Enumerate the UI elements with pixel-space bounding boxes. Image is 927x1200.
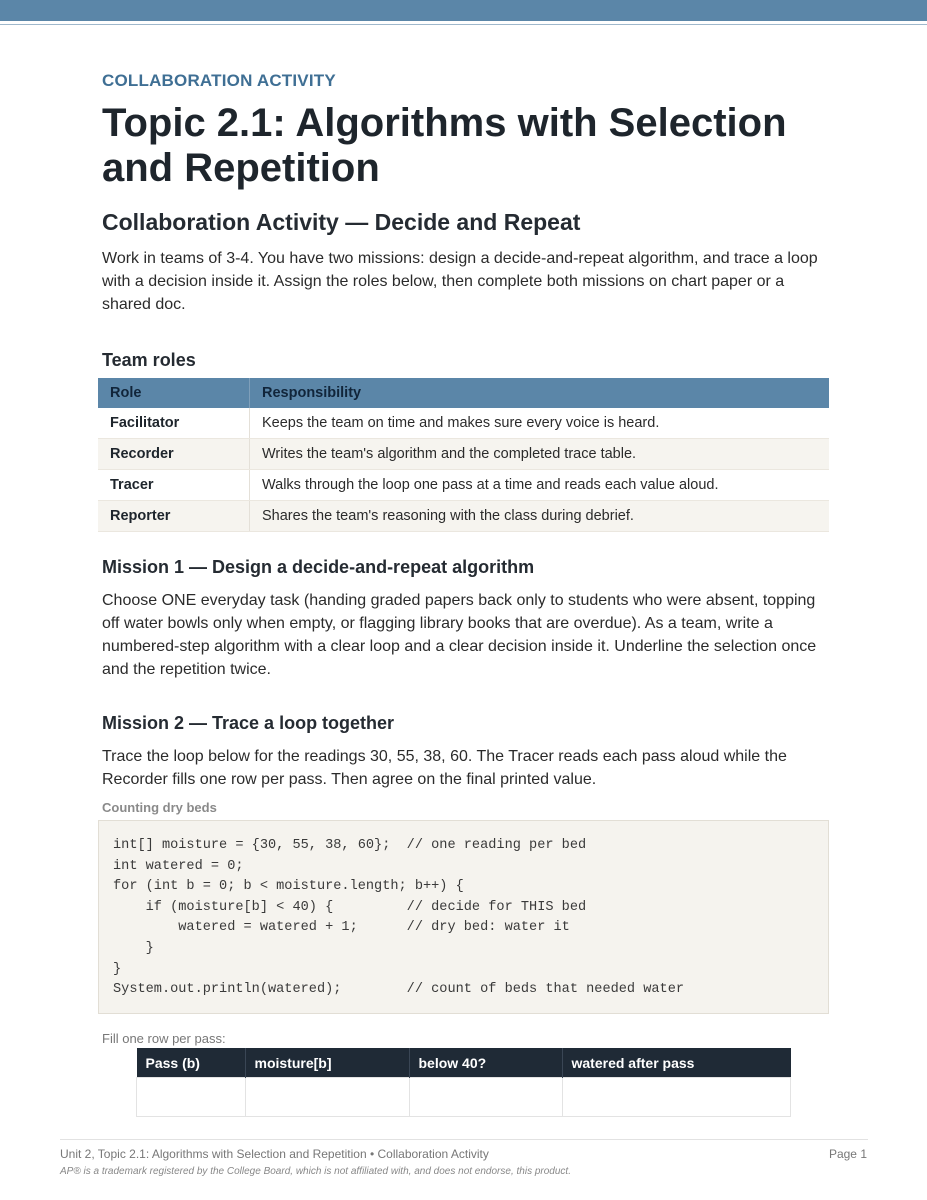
table-row bbox=[98, 408, 829, 439]
top-divider bbox=[0, 24, 927, 25]
mission-1-heading: Mission 1 — Design a decide-and-repeat algorithm bbox=[102, 557, 535, 577]
trademark-disclaimer: AP® is a trademark registered by the College Board, which is not affiliated with, and does not endorse, this product. bbox=[60, 1166, 571, 1177]
roles-column-header: Responsibility bbox=[250, 378, 830, 408]
role-name: Recorder bbox=[98, 439, 250, 470]
trace-blank-cell[interactable] bbox=[137, 1078, 246, 1117]
page-number: Page 1 bbox=[828, 1147, 867, 1161]
table-row bbox=[98, 439, 829, 470]
team-roles-heading: Team roles bbox=[102, 350, 196, 370]
trace-blank-cell[interactable] bbox=[562, 1078, 791, 1117]
roles-header-row bbox=[98, 378, 829, 408]
role-responsibility: Writes the team's algorithm and the completed trace table. bbox=[250, 439, 830, 470]
code-block bbox=[98, 820, 829, 1014]
trace-column-header: below 40? bbox=[409, 1048, 562, 1078]
trace-header-row bbox=[137, 1048, 791, 1078]
activity-subtitle: Collaboration Activity — Decide and Repeat bbox=[102, 209, 581, 235]
role-name: Facilitator bbox=[98, 408, 250, 439]
table-row bbox=[98, 501, 829, 532]
role-name: Tracer bbox=[98, 470, 250, 501]
intro-paragraph: Work in teams of 3-4. You have two missions: design a decide-and-repeat algorithm, and trace a loop with a decision inside it. Assign the roles below, then complete both missions on chart paper or a shared doc. bbox=[102, 250, 818, 313]
trace-blank-cell[interactable] bbox=[245, 1078, 409, 1117]
footer-text: Unit 2, Topic 2.1: Algorithms with Selection and Repetition • Collaboration Activity bbox=[60, 1147, 489, 1161]
page-title: Topic 2.1: Algorithms with Selection and Repetition bbox=[102, 101, 787, 190]
role-responsibility: Keeps the team on time and makes sure every voice is heard. bbox=[250, 408, 830, 439]
footer-divider bbox=[60, 1139, 868, 1140]
top-accent-bar bbox=[0, 0, 927, 21]
code-listing: int[] moisture = {30, 55, 38, 60}; // one reading per bed int watered = 0; for (int b = 0; b < moisture.length; b++) { if (moisture[b] < 40) { // decide for THIS bed watered = watered + 1; // dry bed: water it } } System.out.println(watered); // count of beds that needed water bbox=[113, 838, 685, 998]
section-kicker: COLLABORATION ACTIVITY bbox=[102, 71, 336, 90]
team-roles-table bbox=[98, 378, 829, 532]
role-responsibility: Shares the team's reasoning with the class during debrief. bbox=[250, 501, 830, 532]
mission-2-heading: Mission 2 — Trace a loop together bbox=[102, 713, 395, 733]
code-caption: Counting dry beds bbox=[102, 800, 217, 815]
mission-1-text: Choose ONE everyday task (handing graded papers back only to students who were absent, topping off water bowls only when empty, or flagging library books that are overdue). As a team, write a numbered-step algorithm with a clear loop and a clear decision inside it. Underline the selection once and the repetition twice. bbox=[102, 592, 817, 678]
table-row bbox=[98, 470, 829, 501]
trace-column-header: watered after pass bbox=[562, 1048, 791, 1078]
trace-column-header: moisture[b] bbox=[245, 1048, 409, 1078]
role-name: Reporter bbox=[98, 501, 250, 532]
mission-2-text: Trace the loop below for the readings 30, 55, 38, 60. The Tracer reads each pass aloud while the Recorder fills one row per pass. Then agree on the final printed value. bbox=[102, 748, 787, 788]
trace-caption: Fill one row per pass: bbox=[102, 1031, 226, 1046]
trace-column-header: Pass (b) bbox=[137, 1048, 246, 1078]
role-responsibility: Walks through the loop one pass at a time and reads each value aloud. bbox=[250, 470, 830, 501]
trace-blank-cell[interactable] bbox=[409, 1078, 562, 1117]
roles-column-header: Role bbox=[98, 378, 250, 408]
trace-blank-row bbox=[137, 1078, 791, 1117]
trace-table bbox=[136, 1048, 791, 1117]
